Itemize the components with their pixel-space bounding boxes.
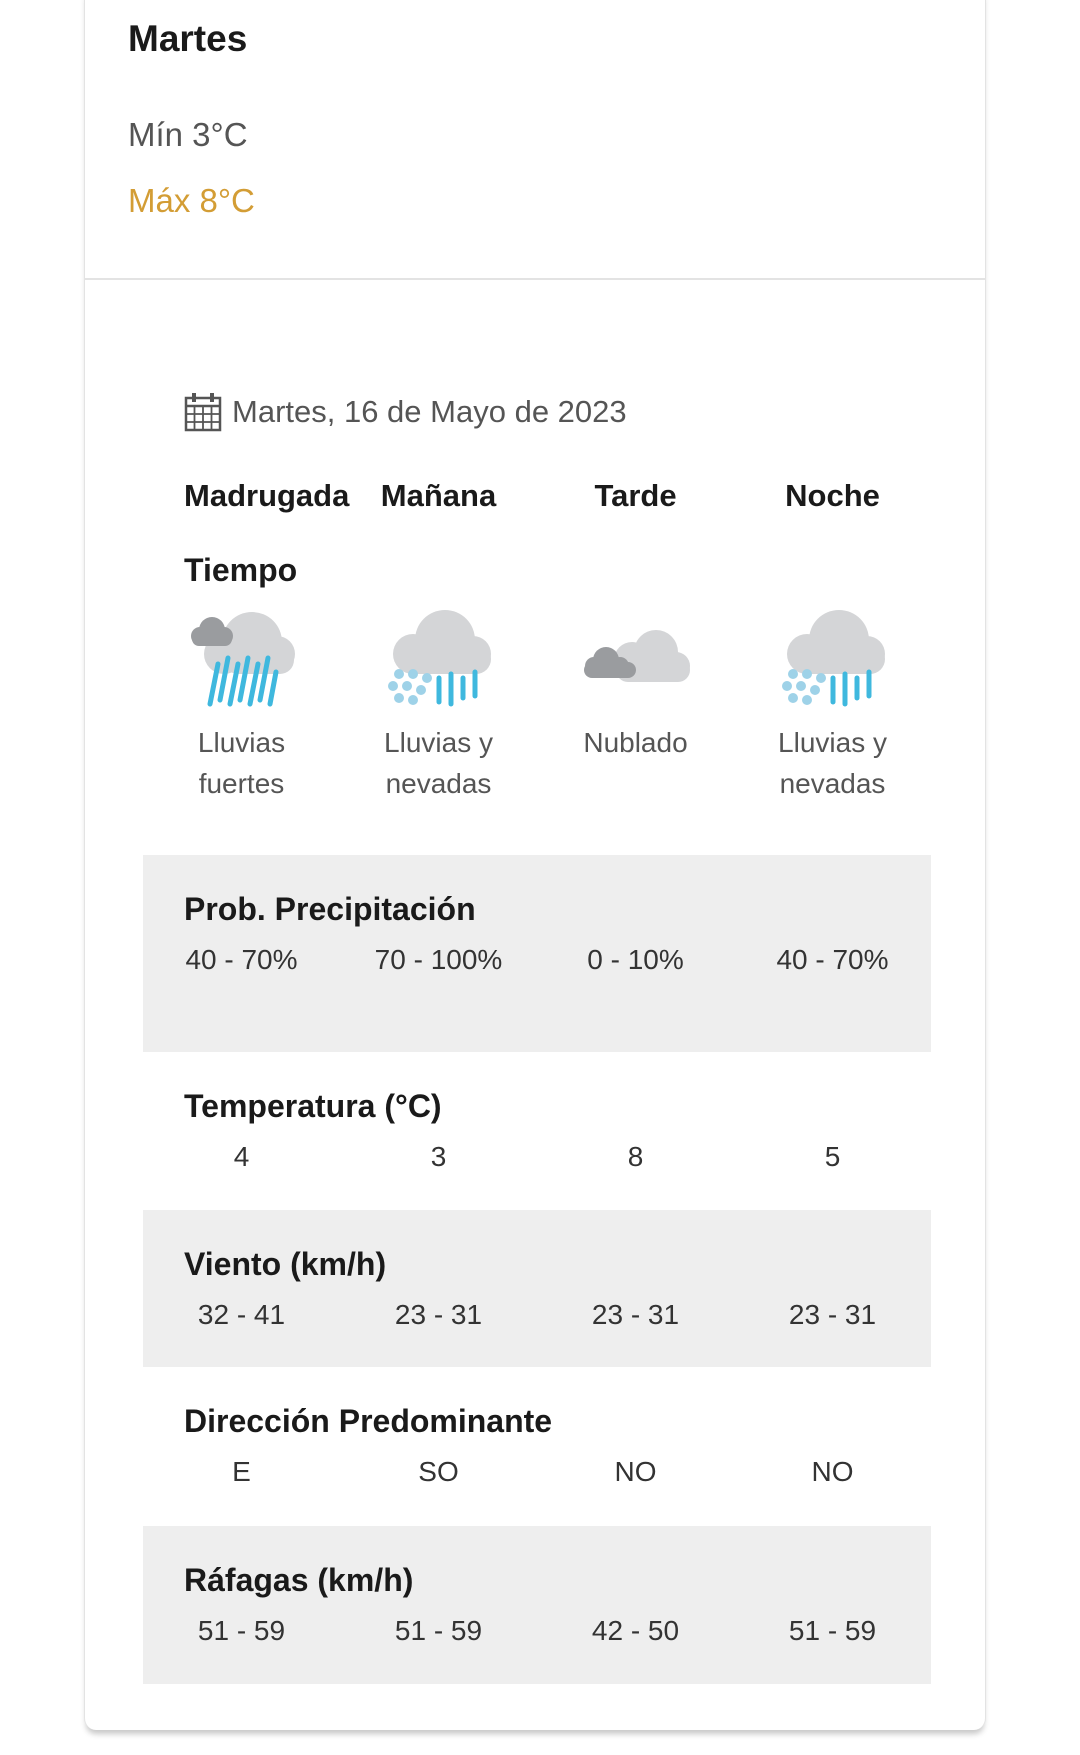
temperature-value: 3	[430, 1141, 447, 1172]
precipitation-value: 0 - 10%	[587, 944, 684, 975]
weather-cell	[537, 602, 734, 804]
weather-cell	[340, 602, 537, 804]
heavy-rain-icon	[182, 602, 302, 712]
direction-value: SO	[418, 1456, 459, 1487]
temperature-title: Temperatura (°C)	[184, 1088, 442, 1124]
max-temperature: Máx 8°C	[128, 182, 255, 219]
direction-value: E	[232, 1456, 251, 1487]
weather-title: Tiempo	[184, 552, 298, 588]
precipitation-value: 70 - 100%	[374, 944, 503, 975]
weather-label: Nublado	[583, 727, 688, 758]
period-headers	[143, 478, 931, 514]
precipitation-value: 40 - 70%	[185, 944, 298, 975]
wind-value: 23 - 31	[591, 1299, 680, 1330]
wind-value: 32 - 41	[197, 1299, 286, 1330]
min-temperature: Mín 3°C	[128, 116, 248, 153]
cloudy-icon	[576, 602, 696, 712]
direction-title: Dirección Predominante	[184, 1403, 553, 1439]
direction-value: NO	[811, 1456, 854, 1487]
gusts-title: Ráfagas (km/h)	[184, 1562, 414, 1598]
period-noche: Noche	[785, 478, 880, 513]
gusts-row	[143, 1526, 931, 1684]
direction-value: NO	[614, 1456, 657, 1487]
forecast-date	[184, 392, 627, 432]
wind-value: 23 - 31	[394, 1299, 483, 1330]
period-manana: Mañana	[380, 478, 497, 513]
gusts-value: 51 - 59	[788, 1615, 877, 1646]
rain-snow-icon	[773, 602, 893, 712]
day-summary[interactable]	[85, 0, 985, 280]
weather-cell	[734, 602, 931, 804]
forecast-card	[84, 0, 986, 1730]
weather-label: Lluvias y nevadas	[778, 727, 887, 799]
wind-value: 23 - 31	[788, 1299, 877, 1330]
calendar-icon	[184, 392, 222, 432]
rain-snow-icon	[379, 602, 499, 712]
gusts-value: 51 - 59	[394, 1615, 483, 1646]
date-text: Martes, 16 de Mayo de 2023	[232, 394, 627, 429]
gusts-value: 42 - 50	[591, 1615, 680, 1646]
temperature-value: 8	[627, 1141, 644, 1172]
weather-label: Lluvias y nevadas	[384, 727, 493, 799]
wind-title: Viento (km/h)	[184, 1246, 387, 1282]
wind-row	[143, 1210, 931, 1367]
period-tarde: Tarde	[594, 478, 677, 513]
temperature-value: 4	[233, 1141, 250, 1172]
gusts-value: 51 - 59	[197, 1615, 286, 1646]
temperature-value: 5	[824, 1141, 841, 1172]
day-name: Martes	[128, 18, 248, 59]
precipitation-row	[143, 855, 931, 1052]
weather-label: Lluvias fuertes	[197, 727, 286, 799]
precipitation-title: Prob. Precipitación	[184, 891, 476, 927]
precipitation-value: 40 - 70%	[776, 944, 889, 975]
weather-icons-row	[143, 602, 931, 804]
period-madrugada: Madrugada	[184, 478, 350, 513]
weather-cell	[143, 602, 340, 804]
direction-row	[143, 1367, 931, 1526]
temperature-row	[143, 1052, 931, 1210]
